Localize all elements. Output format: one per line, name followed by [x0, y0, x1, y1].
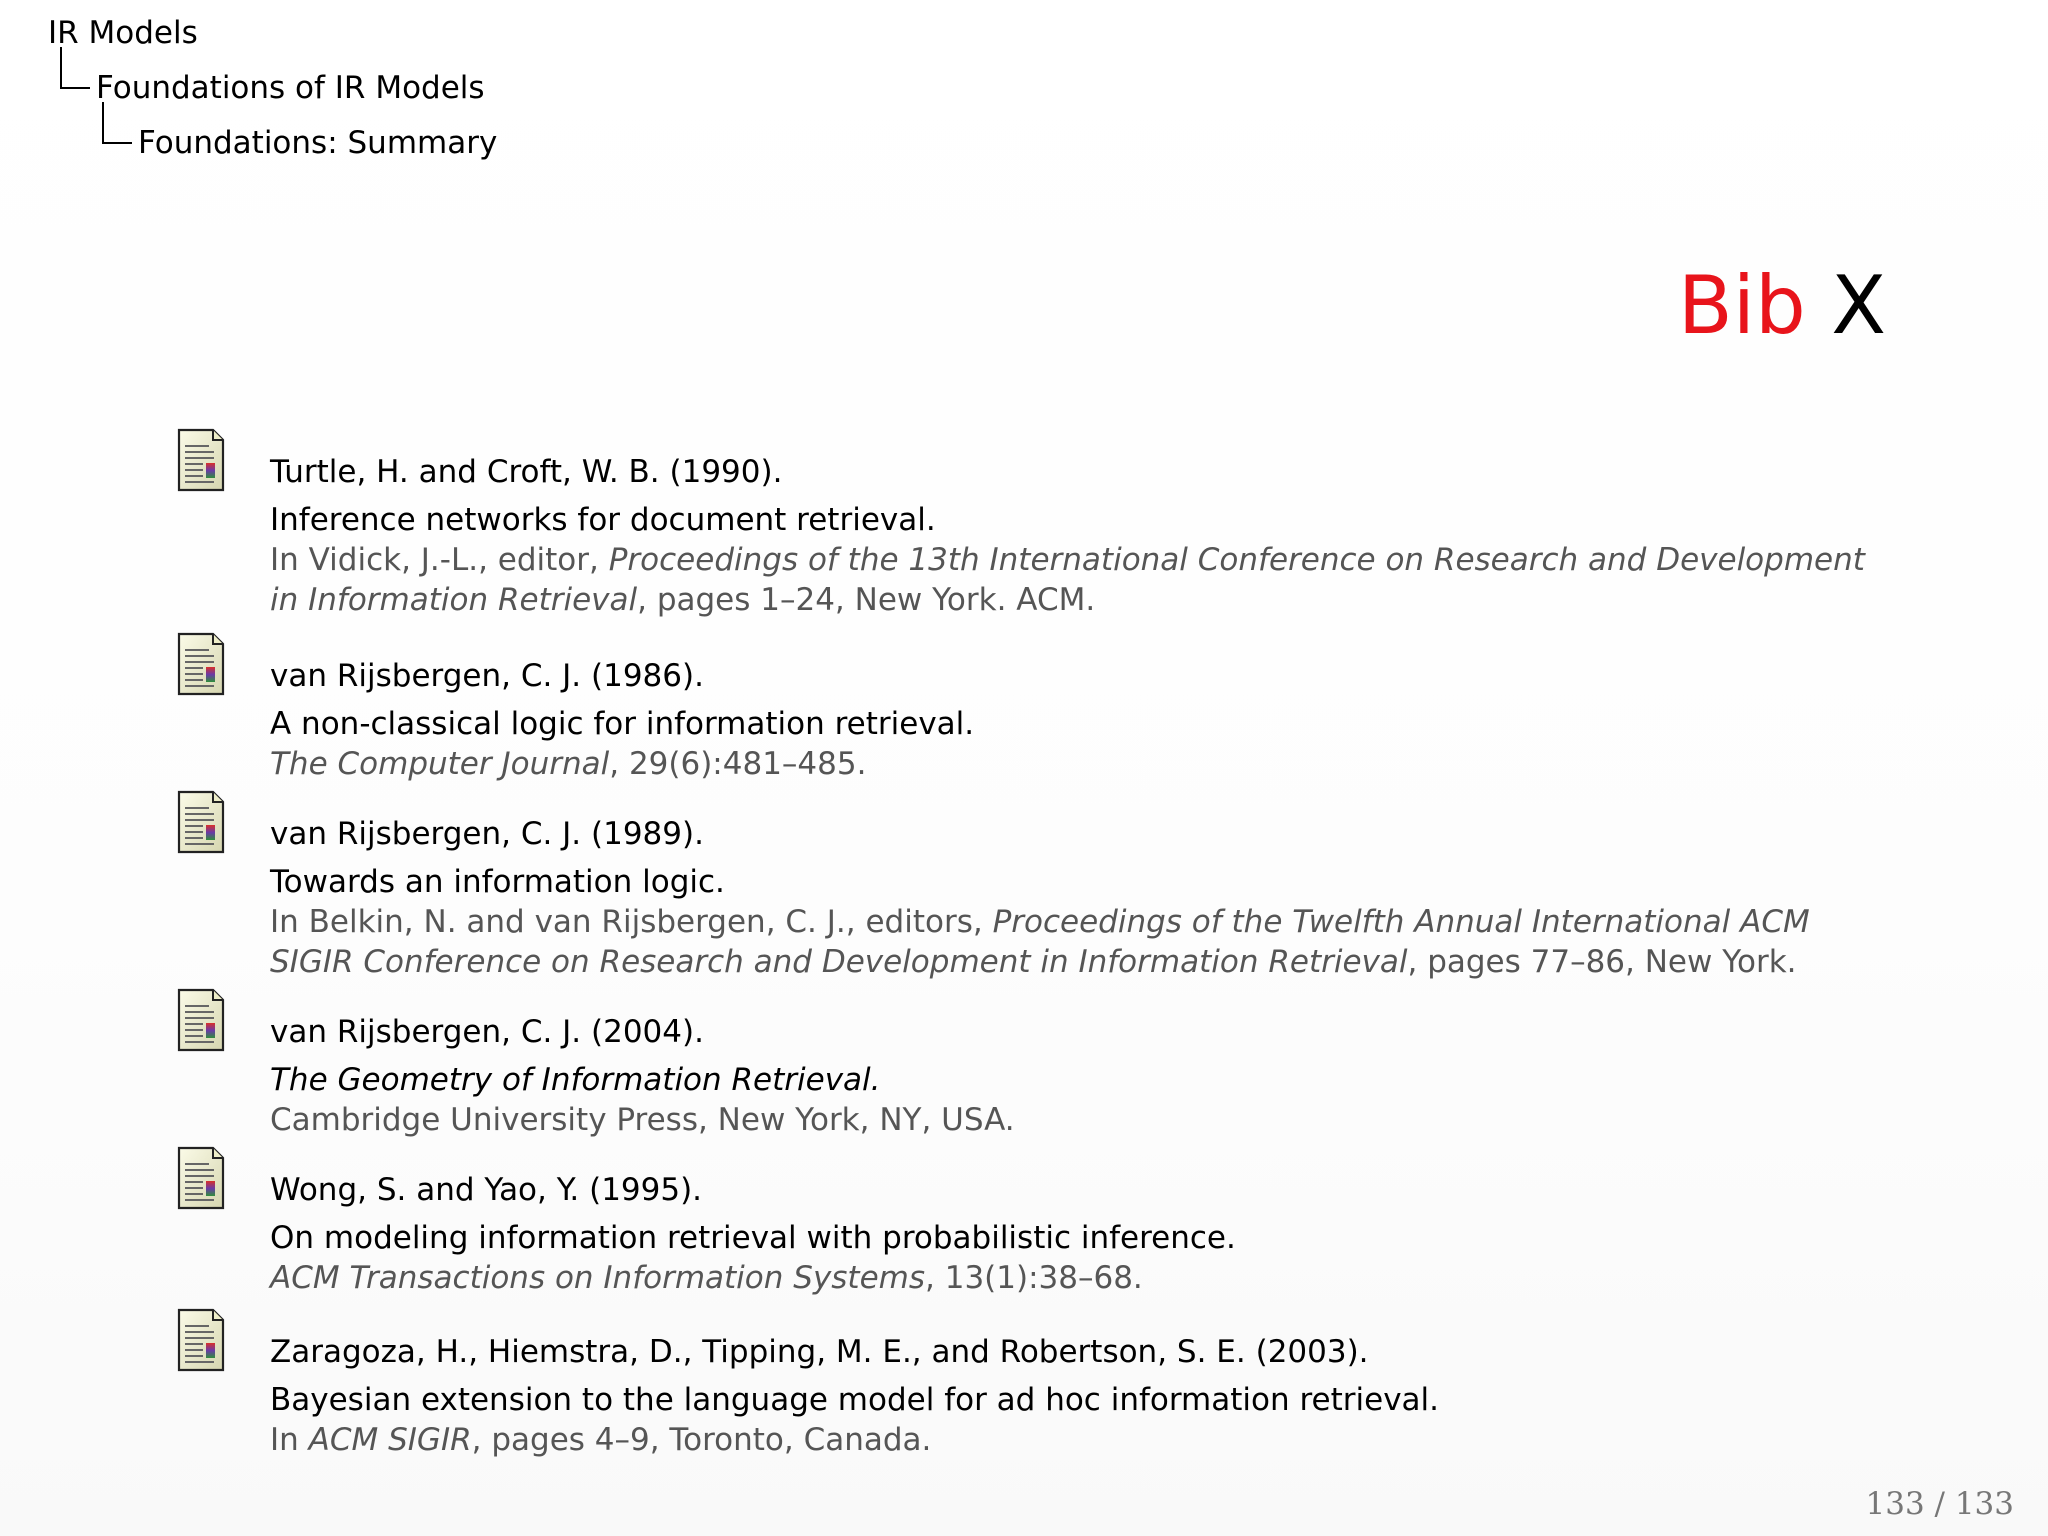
bib-title: Inference networks for document retrieval.	[270, 502, 936, 538]
document-icon[interactable]	[176, 428, 226, 492]
bib-venue	[270, 1100, 1872, 1140]
bibliography-list	[172, 424, 1872, 1460]
document-icon[interactable]	[176, 790, 226, 854]
bib-venue-suffix: , pages 4–9, Toronto, Canada.	[471, 1422, 932, 1458]
tree-connector	[60, 47, 90, 89]
bib-venue-suffix: , pages 1–24, New York. ACM.	[637, 582, 1096, 618]
bib-entry	[172, 786, 1872, 982]
bib-author: Zaragoza, H., Hiemstra, D., Tipping, M. E., and Robertson, S. E. (2003).	[270, 1334, 1369, 1370]
bib-venue-name: ACM Transactions on Information Systems	[270, 1260, 926, 1296]
bib-venue	[270, 1258, 1872, 1298]
bib-venue-suffix: , pages 77–86, New York.	[1407, 944, 1797, 980]
bib-author: van Rijsbergen, C. J. (2004).	[270, 1014, 704, 1050]
bib-entry	[172, 424, 1872, 620]
bib-venue-name: The Computer Journal	[270, 746, 610, 782]
bib-venue	[270, 540, 1872, 620]
document-icon[interactable]	[176, 632, 226, 696]
bib-entry	[172, 984, 1872, 1140]
bib-title: Towards an information logic.	[270, 864, 725, 900]
bib-author: Turtle, H. and Croft, W. B. (1990).	[270, 454, 783, 490]
frame-title	[1678, 256, 1886, 356]
bib-venue	[270, 744, 1872, 784]
frame-title-accent: Bib	[1677, 259, 1806, 352]
bib-entry	[172, 628, 1872, 784]
breadcrumb-frame-label: Foundations: Summary	[138, 125, 498, 161]
bib-author: Wong, S. and Yao, Y. (1995).	[270, 1172, 703, 1208]
bib-venue-prefix: In Belkin, N. and van Rijsbergen, C. J., editors,	[270, 904, 993, 940]
breadcrumb-subsection-label: Foundations of IR Models	[96, 70, 485, 106]
bib-venue-prefix: In Vidick, J.-L., editor,	[270, 542, 609, 578]
bib-venue-prefix: Cambridge University Press, New York, NY, USA.	[270, 1102, 1015, 1138]
tree-connector	[102, 102, 132, 144]
bib-title: Bayesian extension to the language model for ad hoc information retrieval.	[270, 1382, 1440, 1418]
breadcrumb-section-label: IR Models	[48, 15, 198, 51]
document-icon[interactable]	[176, 1308, 226, 1372]
bib-title: The Geometry of Information Retrieval.	[270, 1062, 881, 1098]
document-icon[interactable]	[176, 1146, 226, 1210]
breadcrumb	[48, 6, 497, 171]
bib-author: van Rijsbergen, C. J. (1986).	[270, 658, 704, 694]
bib-venue	[270, 902, 1872, 982]
bib-venue-suffix: , 13(1):38–68.	[925, 1260, 1143, 1296]
breadcrumb-section[interactable]	[48, 6, 497, 61]
bib-entry	[172, 1142, 1872, 1298]
bib-author: van Rijsbergen, C. J. (1989).	[270, 816, 704, 852]
bib-venue-name: Proceedings of the Twelfth Annual International ACM SIGIR Conference on Research and Development in Information Retrieval	[270, 904, 1810, 980]
frame-title-rest: X	[1831, 259, 1886, 352]
bib-venue-suffix: , 29(6):481–485.	[609, 746, 867, 782]
bib-entry	[172, 1304, 1872, 1460]
document-icon[interactable]	[176, 988, 226, 1052]
bib-venue-prefix: In	[270, 1422, 309, 1458]
page-number: 133 / 133	[1865, 1486, 2014, 1522]
bib-venue-name: ACM SIGIR	[308, 1422, 472, 1458]
bib-title: On modeling information retrieval with probabilistic inference.	[270, 1220, 1236, 1256]
bib-venue-name: Proceedings of the 13th International Conference on Research and Development in Information Retrieval	[270, 542, 1865, 618]
bib-venue	[270, 1420, 1872, 1460]
breadcrumb-frame[interactable]	[48, 116, 497, 171]
bib-title: A non-classical logic for information retrieval.	[270, 706, 975, 742]
